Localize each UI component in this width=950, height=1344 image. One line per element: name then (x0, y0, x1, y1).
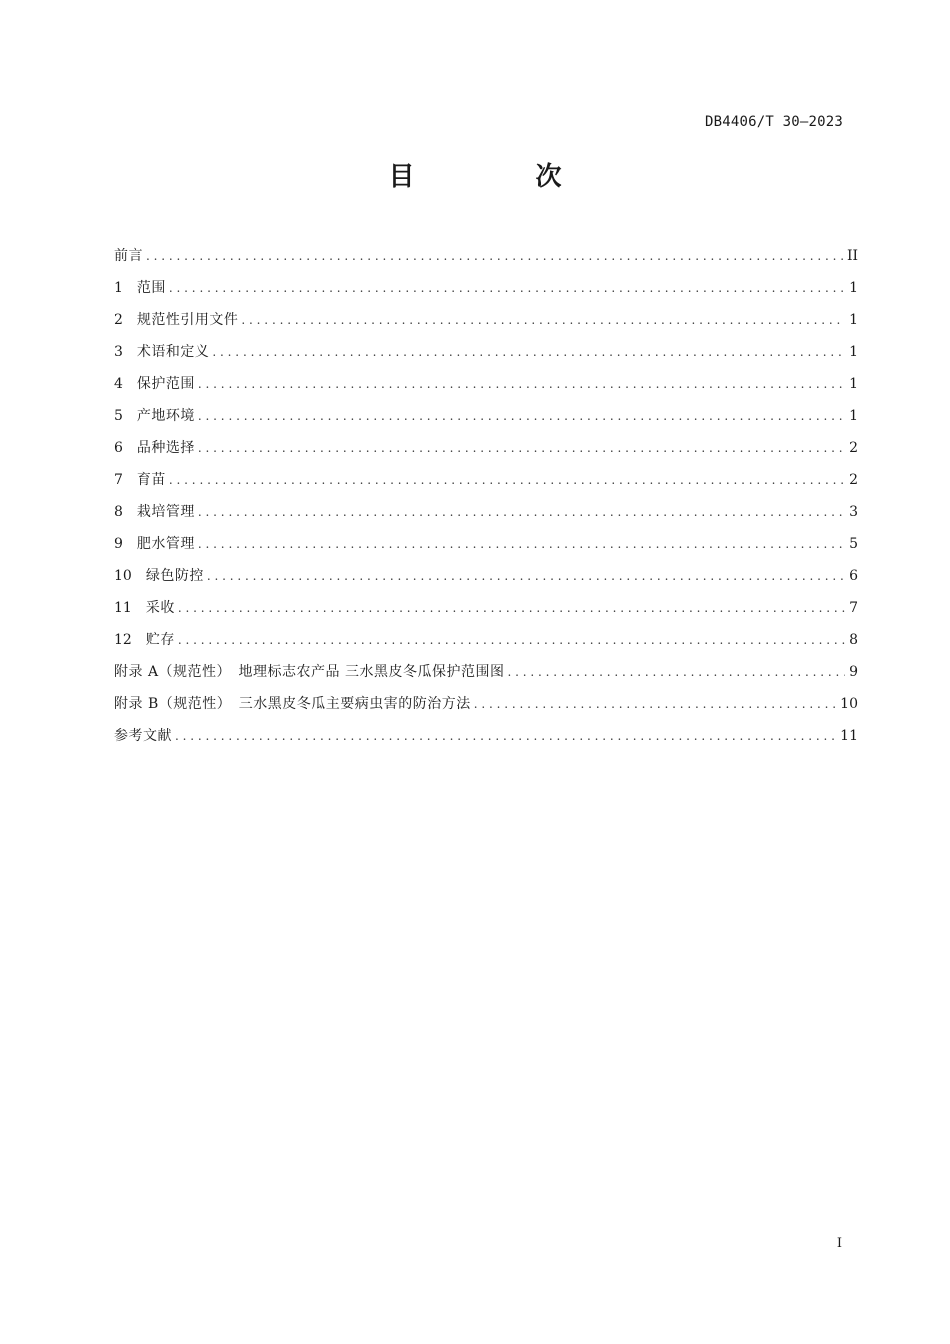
toc-entry-number: 6 (114, 440, 123, 456)
toc-entry-title: 栽培管理 (136, 504, 195, 520)
toc-entry-foreword[interactable] (114, 243, 858, 275)
toc-entry-appendix-b[interactable] (114, 691, 858, 723)
toc-entry-title: 产地环境 (136, 408, 195, 424)
toc-dot-leader (169, 467, 845, 493)
toc-entry-page: 1 (849, 312, 858, 328)
toc-entry-title: 参考文献 (114, 728, 172, 744)
toc-entry-title: 附录 B（规范性） 三水黑皮冬瓜主要病虫害的防治方法 (114, 696, 471, 712)
toc-entry-title: 附录 A（规范性） 地理标志农产品 三水黑皮冬瓜保护范围图 (114, 664, 505, 680)
toc-entry-harvest[interactable] (114, 595, 858, 627)
toc-entry-number: 4 (114, 376, 123, 392)
toc-dot-leader (169, 275, 845, 301)
page-title: 目 次 (388, 162, 618, 192)
toc-dot-leader (241, 307, 845, 333)
toc-dot-leader (508, 659, 845, 685)
toc-entry-bibliography[interactable] (114, 723, 858, 755)
toc-entry-cultivation-management[interactable] (114, 499, 858, 531)
toc-entry-variety-selection[interactable] (114, 435, 858, 467)
toc-entry-protection-area[interactable] (114, 371, 858, 403)
toc-entry-fertilizer-water[interactable] (114, 531, 858, 563)
toc-entry-scope[interactable] (114, 275, 858, 307)
toc-entry-page: 9 (849, 664, 858, 680)
toc-dot-leader (146, 243, 844, 269)
toc-dot-leader (198, 371, 845, 397)
toc-entry-page: II (846, 248, 858, 264)
table-of-contents (114, 243, 858, 755)
toc-entry-page: 11 (840, 728, 858, 744)
toc-entry-normative-references[interactable] (114, 307, 858, 339)
toc-dot-leader (175, 723, 837, 749)
toc-entry-title: 贮存 (145, 632, 175, 648)
toc-entry-title: 规范性引用文件 (136, 312, 239, 328)
toc-entry-page: 10 (840, 696, 858, 712)
toc-dot-leader (198, 403, 845, 429)
toc-entry-production-environment[interactable] (114, 403, 858, 435)
document-code: DB4406/T 30—2023 (704, 114, 843, 130)
page-number: I (836, 1236, 842, 1251)
toc-entry-number: 9 (114, 536, 123, 552)
toc-entry-number: 3 (114, 344, 123, 360)
toc-entry-title: 保护范围 (136, 376, 195, 392)
toc-dot-leader (207, 563, 845, 589)
toc-entry-page: 3 (849, 504, 858, 520)
toc-entry-title: 绿色防控 (145, 568, 204, 584)
toc-entry-title: 范围 (136, 280, 166, 296)
toc-dot-leader (178, 595, 845, 621)
toc-entry-number: 5 (114, 408, 123, 424)
toc-entry-title: 品种选择 (136, 440, 195, 456)
toc-entry-terms-definitions[interactable] (114, 339, 858, 371)
toc-entry-page: 1 (849, 344, 858, 360)
toc-dot-leader (198, 499, 845, 525)
toc-dot-leader (212, 339, 845, 365)
toc-entry-appendix-a[interactable] (114, 659, 858, 691)
toc-entry-green-control[interactable] (114, 563, 858, 595)
toc-entry-title: 采收 (145, 600, 175, 616)
toc-entry-title: 肥水管理 (136, 536, 195, 552)
toc-entry-title: 育苗 (136, 472, 166, 488)
toc-entry-number: 12 (114, 632, 132, 648)
toc-entry-page: 6 (849, 568, 858, 584)
toc-entry-title: 前言 (114, 248, 143, 264)
toc-dot-leader (178, 627, 845, 653)
toc-dot-leader (198, 435, 845, 461)
toc-entry-title: 术语和定义 (136, 344, 210, 360)
toc-entry-seedling[interactable] (114, 467, 858, 499)
toc-entry-number: 7 (114, 472, 123, 488)
toc-entry-page: 2 (849, 440, 858, 456)
toc-entry-page: 1 (849, 280, 858, 296)
toc-dot-leader (474, 691, 837, 717)
toc-entry-number: 2 (114, 312, 123, 328)
toc-entry-page: 1 (849, 376, 858, 392)
toc-entry-storage[interactable] (114, 627, 858, 659)
toc-entry-page: 5 (849, 536, 858, 552)
toc-entry-page: 7 (849, 600, 858, 616)
toc-entry-page: 1 (849, 408, 858, 424)
toc-entry-page: 2 (849, 472, 858, 488)
toc-entry-number: 10 (114, 568, 132, 584)
toc-dot-leader (198, 531, 845, 557)
toc-entry-page: 8 (849, 632, 858, 648)
toc-entry-number: 8 (114, 504, 123, 520)
toc-entry-number: 1 (114, 280, 123, 296)
toc-entry-number: 11 (114, 600, 132, 616)
